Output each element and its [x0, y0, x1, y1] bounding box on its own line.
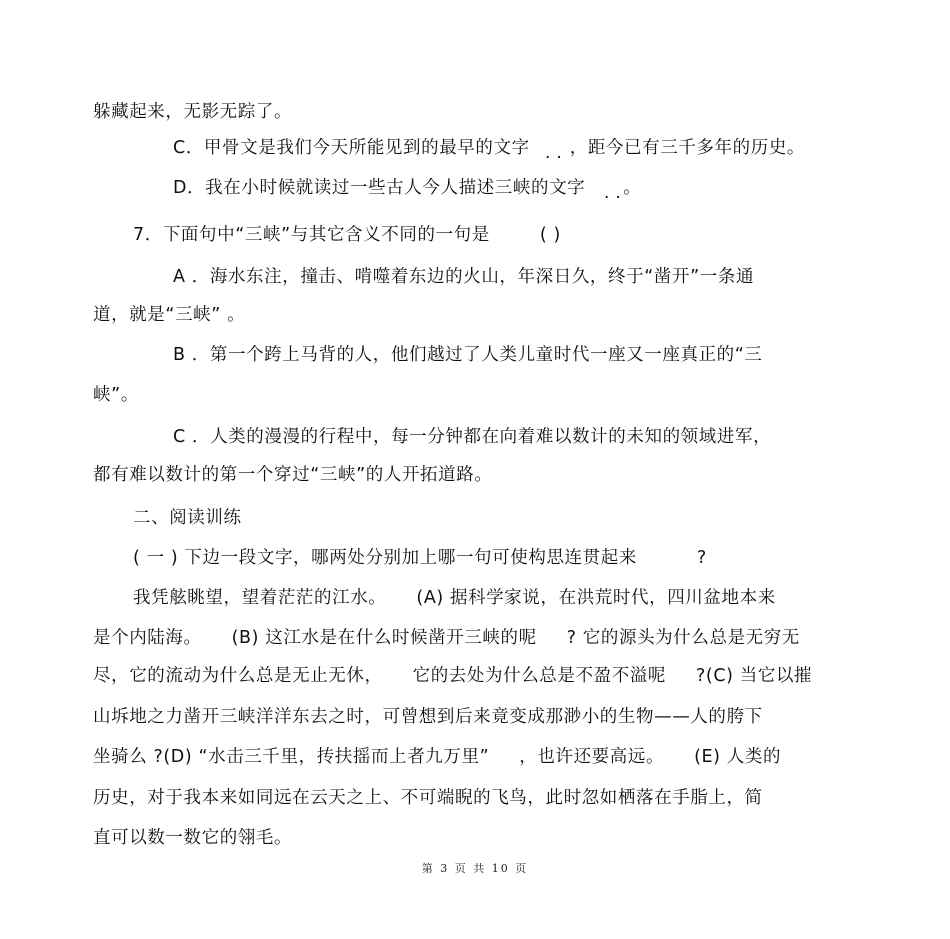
- answer-blank: ( ): [539, 225, 561, 245]
- passage-2c: ? 它的源头为什么总是无穷无: [566, 628, 800, 648]
- reading-question-text: ( 一 ) 下边一段文字，哪两处分别加上哪一句可使构思连贯起来: [133, 548, 637, 568]
- question-7-text: 7．下面句中“三峡”与其它含义不同的一句是: [133, 225, 490, 245]
- passage-5c: (E) 人类的: [694, 747, 782, 767]
- q7-option-a-line-2: 道，就是“三峡” 。: [93, 305, 246, 325]
- emphasis-dots-2: ..: [604, 183, 627, 203]
- passage-2a: 是个内陆海。: [93, 628, 202, 648]
- q7-option-b-line-2: 峡”。: [93, 385, 139, 405]
- passage-3a: 尽，它的流动为什么总是无止无休，: [93, 666, 383, 686]
- passage-line-3: [93, 664, 812, 688]
- passage-5a: 坐骑么 ?(D) “水击三千里，抟扶摇而上者九万里”: [93, 747, 490, 767]
- passage-1b: (A) 据科学家说，在洪荒时代，四川盆地本来: [416, 588, 776, 608]
- passage-3c: ?(C) 当它以摧: [696, 666, 813, 686]
- question-7: [133, 223, 561, 247]
- option-c-line: [173, 136, 805, 160]
- q7-option-b-line-1: B ．第一个跨上马背的人，他们越过了人类儿童时代一座又一座真正的“三: [173, 345, 763, 365]
- passage-line-1: [133, 586, 776, 610]
- passage-2b: (B) 这江水是在什么时候凿开三峡的呢: [231, 628, 537, 648]
- passage-5b: ，也许还要高远。: [519, 747, 665, 767]
- option-c-text: C．甲骨文是我们今天所能见到的最早的文字: [173, 138, 530, 158]
- section-heading: 二、阅读训练: [133, 508, 242, 528]
- q7-option-c-line-2: 都有难以数计的第一个穿过“三峡”的人开拓道路。: [93, 465, 493, 485]
- q7-option-c-line-1: C ．人类的漫漫的行程中，每一分钟都在向着难以数计的未知的领域进军，: [173, 427, 772, 447]
- passage-line-2: [93, 626, 800, 650]
- text-line-1: 躲藏起来，无影无踪了。: [93, 102, 293, 122]
- option-d-line: [173, 176, 641, 200]
- option-c-tail: ，距今已有三千多年的历史。: [569, 138, 806, 158]
- page-footer: 第 3 页 共 10 页: [421, 862, 529, 875]
- passage-line-7: 直可以数一数它的翎毛。: [93, 828, 293, 848]
- q7-option-a-line-1: A ．海水东注，撞击、啃噬着东边的火山，年深日久，终于“凿开”一条通: [173, 267, 755, 287]
- question-mark: ?: [696, 548, 707, 568]
- reading-question: [133, 546, 707, 570]
- passage-1a: 我凭舷眺望，望着茫茫的江水。: [133, 588, 387, 608]
- option-d-text: D．我在小时候就读过一些古人今人描述三峡的文字: [173, 178, 586, 198]
- passage-line-5: [93, 745, 781, 769]
- passage-3b: 它的去处为什么总是不盈不溢呢: [412, 666, 667, 686]
- passage-line-4: 山坼地之力凿开三峡洋洋东去之时，可曾想到后来竟变成那渺小的生物——人的胯下: [93, 707, 763, 727]
- passage-line-6: 历史，对于我本来如同远在云天之上、不可端睨的飞鸟，此时忽如栖落在手脂上，简: [93, 788, 763, 808]
- option-d-tail: 。: [623, 178, 642, 198]
- emphasis-dots-1: ..: [545, 143, 568, 163]
